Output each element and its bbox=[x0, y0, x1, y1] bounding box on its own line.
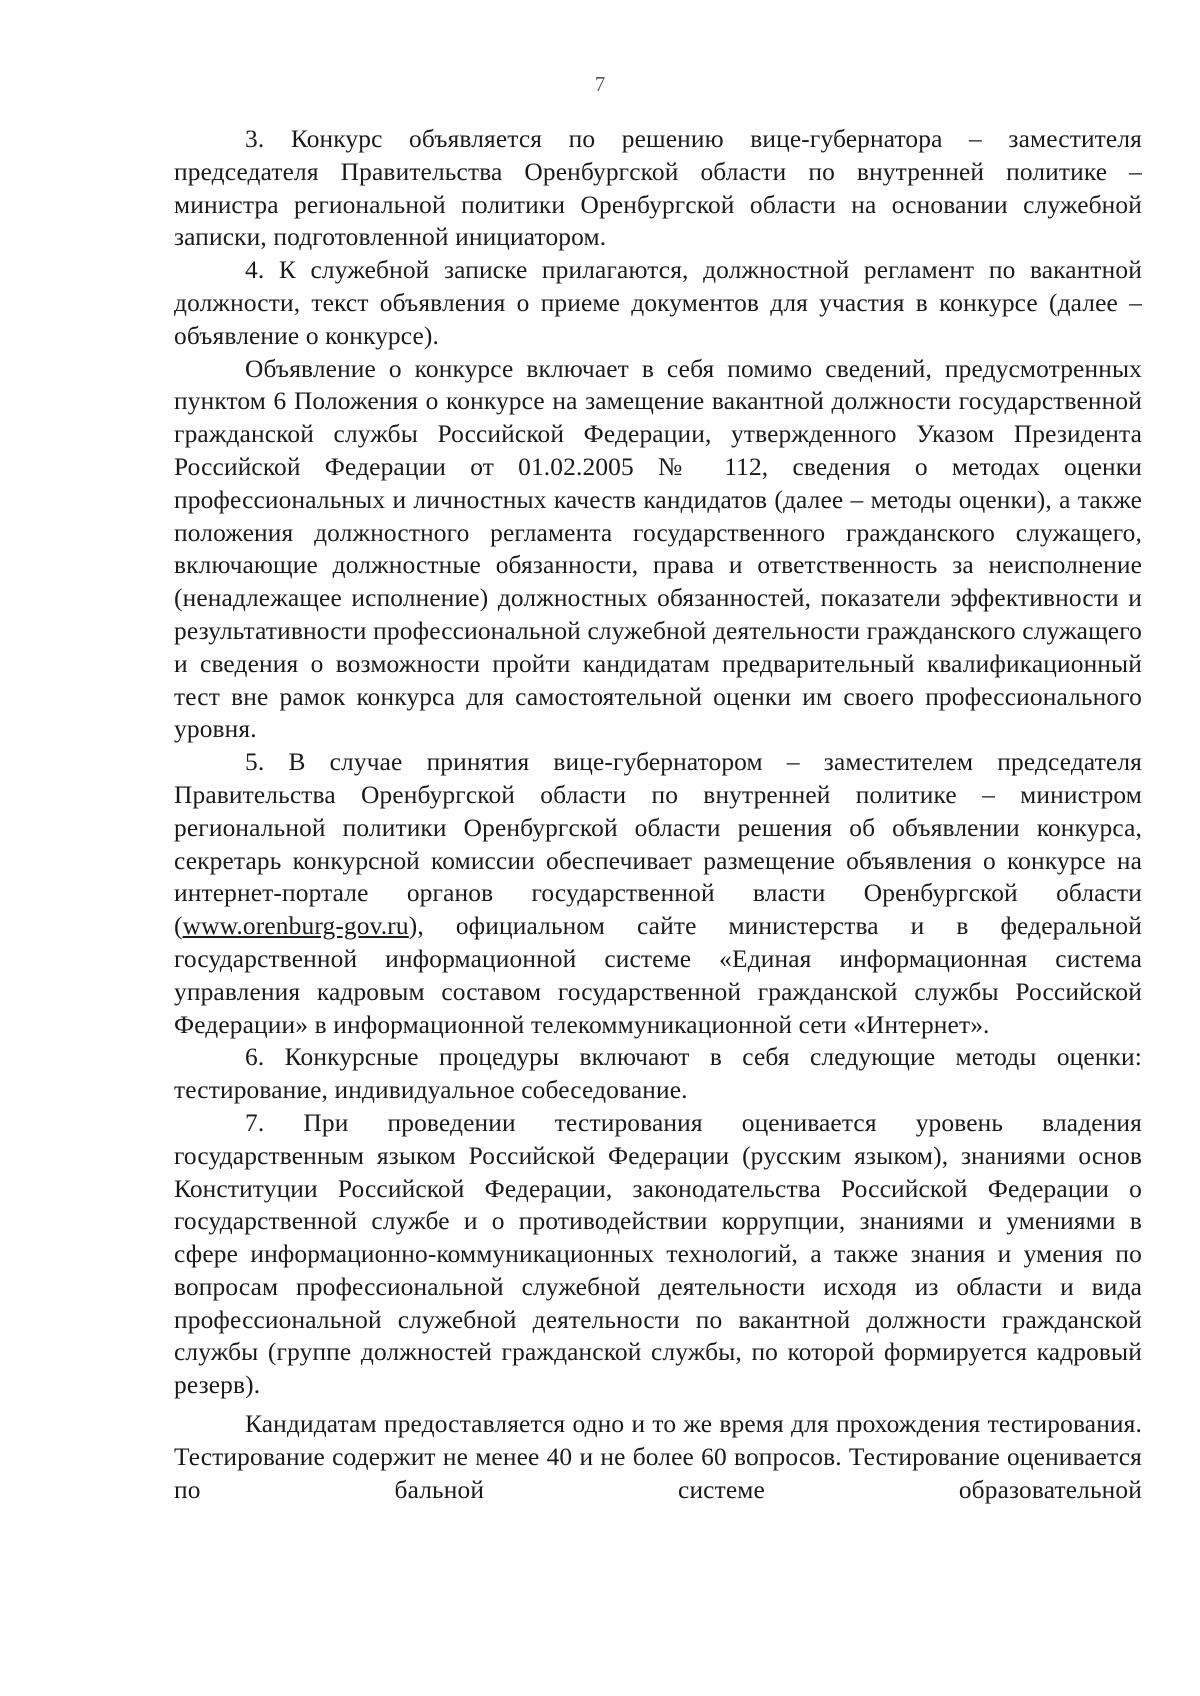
document-body bbox=[174, 123, 1142, 1506]
paragraph-8: Кандидатам предоставляется одно и то же время для прохождения тестирования. Тестирование содержит не менее 40 и не более 60 вопросов. Тестирование оценивается по бальной системе образовательной bbox=[174, 1410, 1142, 1504]
paragraph-5-text-end: ), официальном сайте министерства и в федеральной государственной информационной системе «Единая информационная система управления кадровым составом государственной гражданской службы Российской Федерации» в информационной телекоммуникационной сети «Интернет». bbox=[174, 912, 1142, 1039]
page-number: 7 bbox=[594, 72, 606, 96]
paragraph-5-text-start: 5. В случае принятия вице-губернатором – заместителем председателя Правительства Оренбургской области по внутренней политике – министром региональной политики Оренбургской области решения об объявлении конкурса, секретарь конкурсной комиссии обеспечивает размещение объявления о конкурсе на интернет-портале органов государственной власти Оренбургской области ( bbox=[174, 748, 1142, 941]
paragraph-7: 7. При проведении тестирования оценивается уровень владения государственным языком Российской Федерации (русским языком), знаниями основ Конституции Российской Федерации, законодательства Российской Федерации о государственной службе и о противодействии коррупции, знаниями и умениями в сфере информационно-коммуникационных технологий, а также знания и умения по вопросам профессиональной служебной деятельности исходя из области и вида профессиональной служебной деятельности по вакантной должности гражданской службы (группе должностей гражданской службы, по которой формируется кадровый резерв). bbox=[174, 1108, 1142, 1400]
paragraph-3: 3. Конкурс объявляется по решению вице-губернатора – заместителя председателя Правительства Оренбургской области по внутренней политике – министра региональной политики Оренбургской области на основании служебной записки, подготовленной инициатором. bbox=[174, 125, 1142, 252]
paragraph-6: 6. Конкурсные процедуры включают в себя следующие методы оценки: тестирование, индивидуальное собеседование. bbox=[174, 1043, 1142, 1105]
paragraph-4: 4. К служебной записке прилагаются, должностной регламент по вакантной должности, текст объявления о приеме документов для участия в конкурсе (далее – объявление о конкурсе). bbox=[174, 256, 1142, 350]
portal-link[interactable]: www.orenburg-gov.ru bbox=[182, 912, 409, 941]
paragraph-5 bbox=[174, 746, 1142, 1041]
paragraph-4-announcement: Объявление о конкурсе включает в себя помимо сведений, предусмотренных пунктом 6 Положения о конкурсе на замещение вакантной должности государственной гражданской службы Российской Федерации, утвержденного Указом Президента Российской Федерации от 01.02.2005 № 112, сведения о методах оценки профессиональных и личностных качеств кандидатов (далее – методы оценки), а также положения должностного регламента государственного гражданского служащего, включающие должностные обязанности, права и ответственность за неисполнение (ненадлежащее исполнение) должностных обязанностей, показатели эффективности и результативности профессиональной служебной деятельности гражданского служащего и сведения о возможности пройти кандидатам предварительный квалификационный тест вне рамок конкурса для самостоятельной оценки им своего профессионального уровня. bbox=[174, 354, 1142, 744]
